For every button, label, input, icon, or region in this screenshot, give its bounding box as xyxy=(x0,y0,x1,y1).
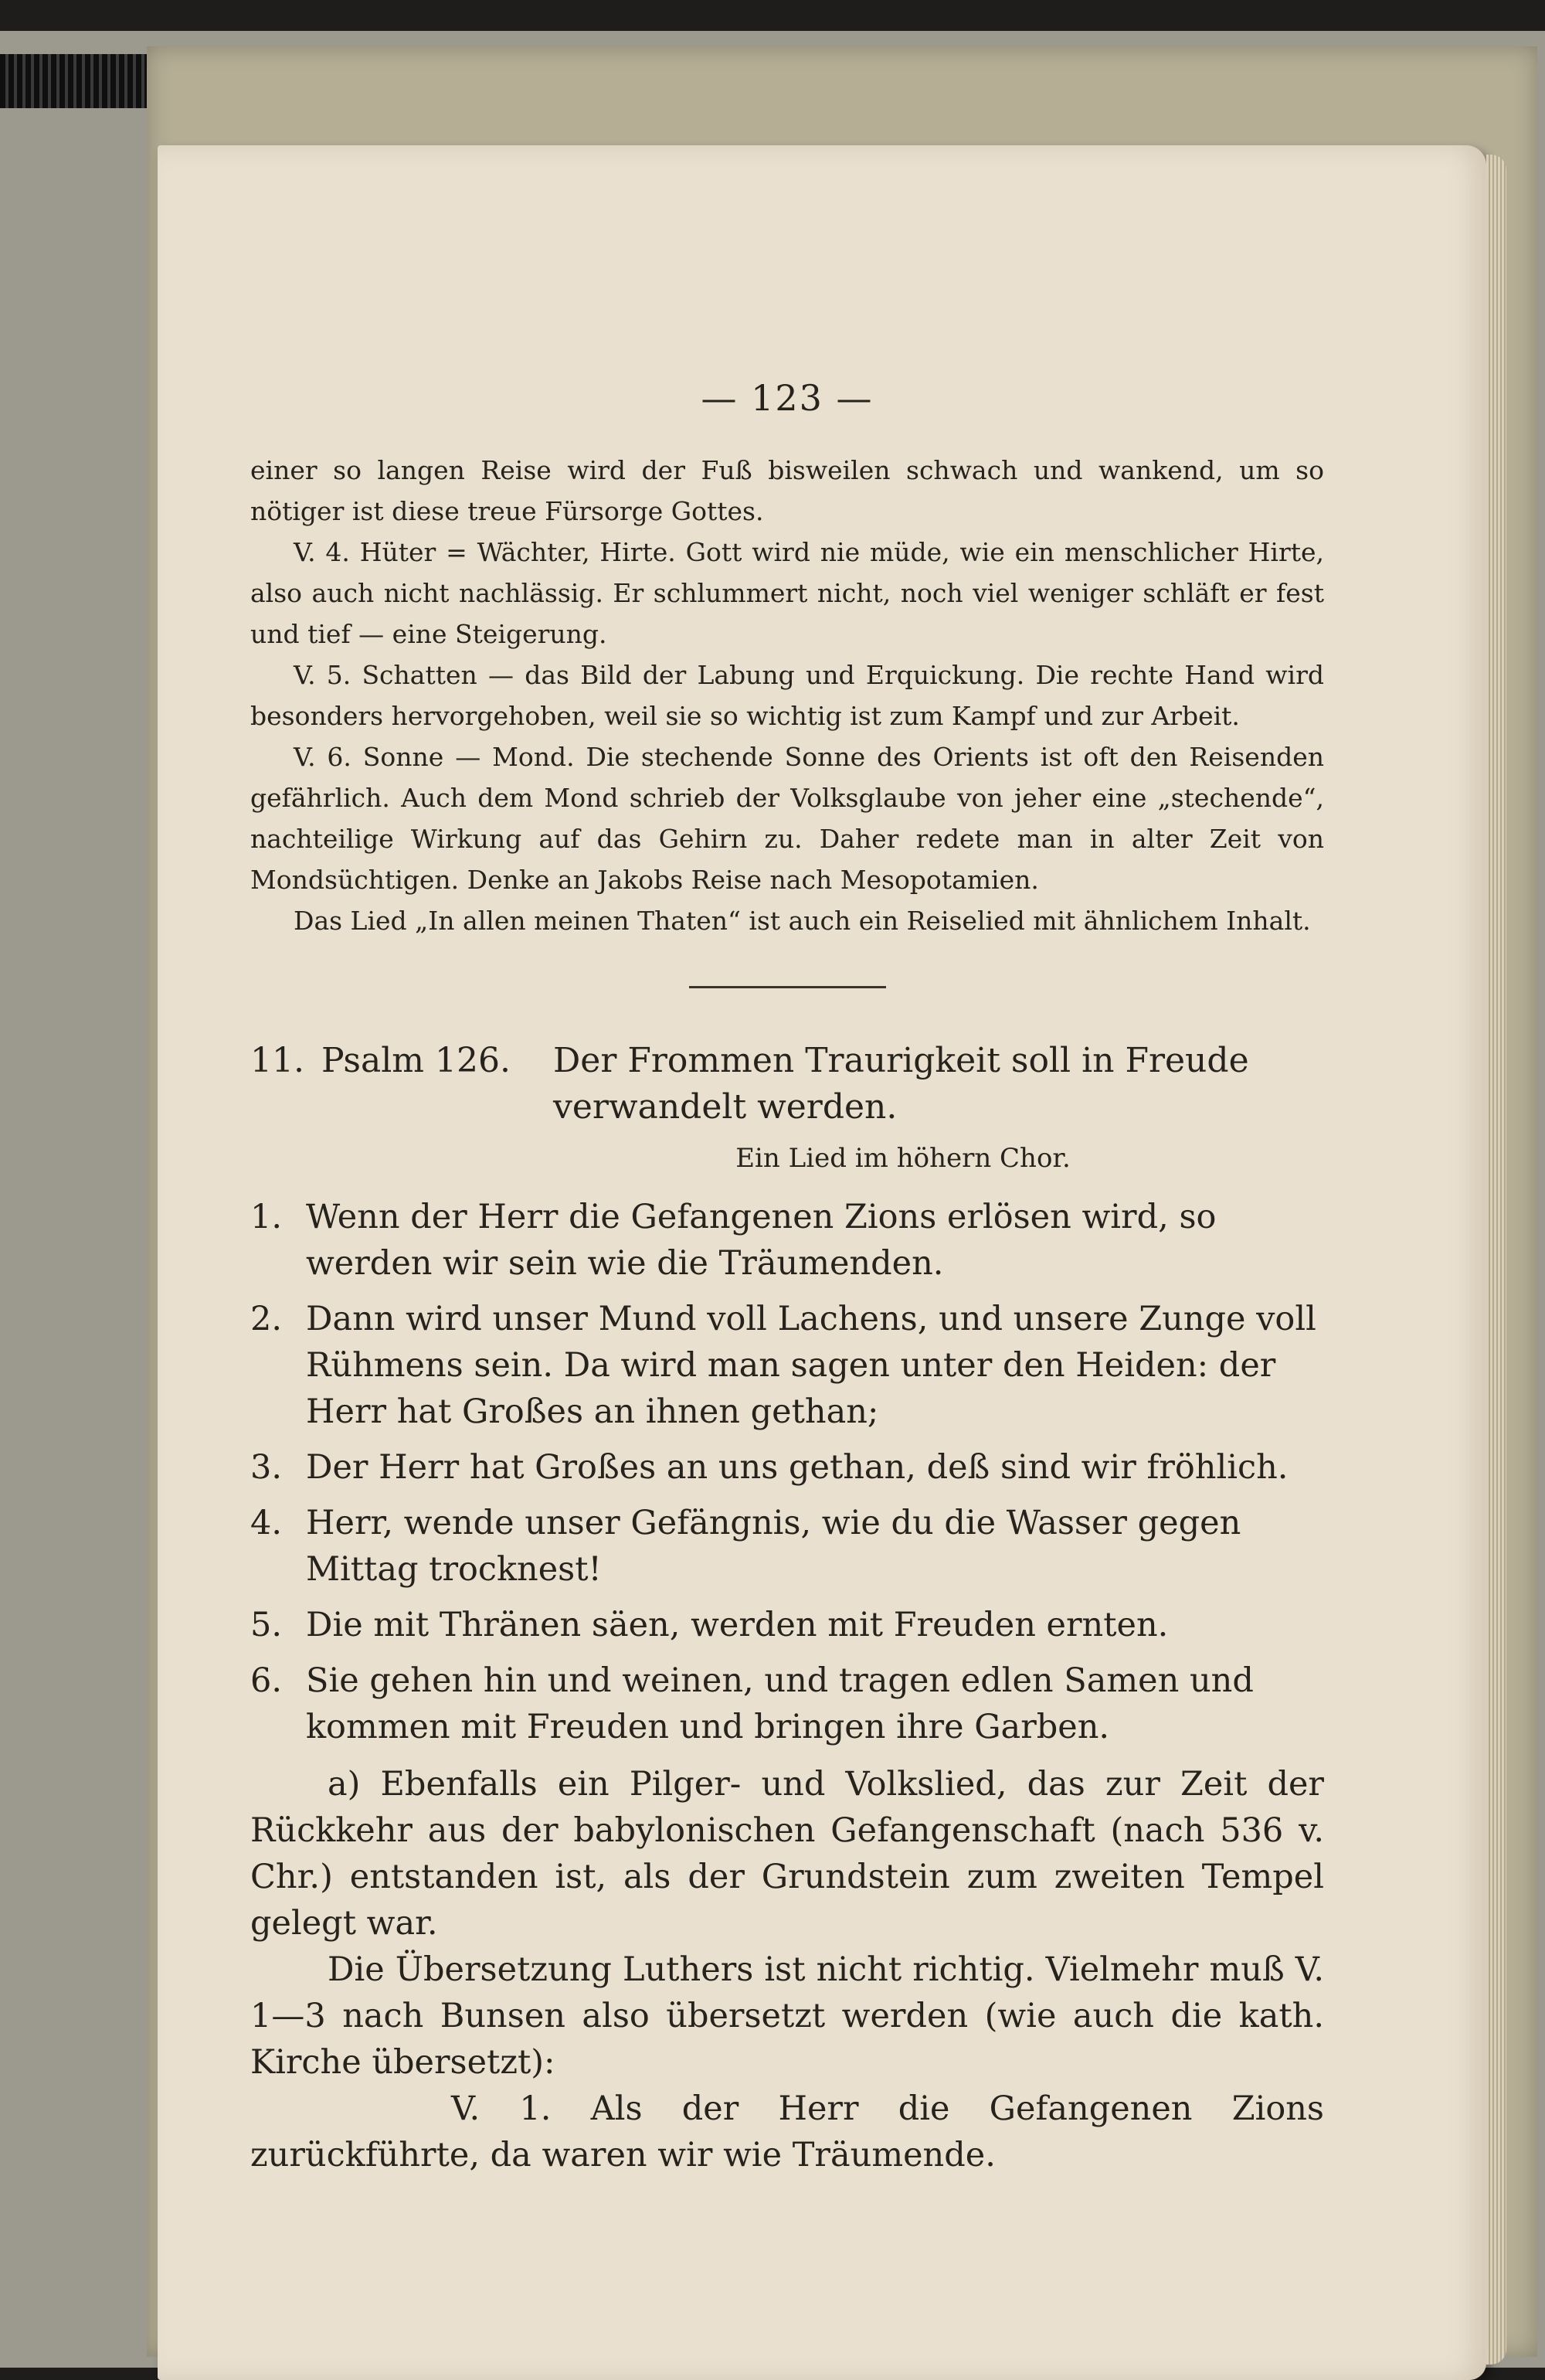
note-paragraph: Die Übersetzung Luthers ist nicht richtig. Vielmehr muß V. 1—3 nach Bunsen also übersetzt werden (wie auch die kath. Kirche übersetzt): xyxy=(250,1950,1324,2082)
verse xyxy=(250,1296,1324,1435)
verse-text: Herr, wende unser Gefängnis, wie du die Wasser gegen Mittag trocknest! xyxy=(306,1504,1241,1589)
book-cover-board xyxy=(147,46,1537,2357)
verse xyxy=(250,1500,1324,1593)
verse-number: 5. xyxy=(250,1606,283,1644)
commentary-paragraph: V. 6. Sonne — Mond. Die stechende Sonne des Orients ist oft den Reisenden gefährlich. Auch dem Mond schrieb der Volksglaube von jeher eine „stechende“, nachteilige Wirkung auf das Gehirn zu. Daher redete man in alter Zeit von Mondsüchtigen. Denke an Jakobs Reise nach Mesopotamien. xyxy=(250,742,1324,895)
verse-number: 1. xyxy=(250,1198,283,1236)
verse xyxy=(250,1602,1324,1648)
section-divider xyxy=(689,986,886,988)
psalm-subtitle: Ein Lied im höhern Chor. xyxy=(735,1143,1071,1174)
verse-text: Die mit Thränen säen, werden mit Freuden ernten. xyxy=(306,1606,1169,1644)
commentary-paragraph: V. 5. Schatten — das Bild der Labung und Erquickung. Die rechte Hand wird besonders hervorgehoben, weil sie so wichtig ist zum Kampf und zur Arbeit. xyxy=(250,660,1324,731)
verse-text: Wenn der Herr die Gefangenen Zions erlösen wird, so werden wir sein wie die Träumenden. xyxy=(306,1198,1217,1283)
verse xyxy=(250,1194,1324,1287)
commentary-paragraph: Das Lied „In allen meinen Thaten“ ist auch ein Reiselied mit ähnlichem Inhalt. xyxy=(294,906,1311,936)
book-spine xyxy=(0,54,151,108)
page-edge xyxy=(1486,155,1506,2365)
verse-number: 3. xyxy=(250,1448,283,1487)
note-paragraph: V. 1. Als der Herr die Gefangenen Zions zurückführte, da waren wir wie Träumende. xyxy=(250,2089,1324,2174)
verse-number: 2. xyxy=(250,1300,283,1338)
commentary-block xyxy=(250,450,1324,941)
verse xyxy=(250,1444,1324,1491)
psalm-heading xyxy=(250,1038,1324,1130)
notes-block xyxy=(250,1761,1324,2178)
verse-text: Dann wird unser Mund voll Lachens, und unsere Zunge voll Rühmens sein. Da wird man sagen unter den Heiden: der Herr hat Großes an ihnen gethan; xyxy=(306,1300,1316,1431)
verse-text: Der Herr hat Großes an uns gethan, deß sind wir fröhlich. xyxy=(306,1448,1289,1487)
commentary-paragraph: einer so langen Reise wird der Fuß bisweilen schwach und wankend, um so nötiger ist diese treue Fürsorge Gottes. xyxy=(250,455,1324,526)
commentary-paragraph: V. 4. Hüter = Wächter, Hirte. Gott wird nie müde, wie ein menschlicher Hirte, also auch nicht nachlässig. Er schlummert nicht, noch viel weniger schläft er fest und tief — eine Steigerung. xyxy=(250,537,1324,649)
verse-list xyxy=(250,1194,1324,1750)
psalm-title: Psalm 126. xyxy=(321,1041,511,1080)
book-page xyxy=(158,145,1486,2380)
psalm-heading-text: Der Frommen Traurigkeit soll in Freude verwandelt werden. xyxy=(553,1041,1249,1127)
verse-number: 6. xyxy=(250,1661,283,1700)
page-text xyxy=(250,377,1324,2178)
psalm-number: 11. xyxy=(250,1041,304,1080)
verse xyxy=(250,1658,1324,1750)
verse-text: Sie gehen hin und weinen, und tragen edlen Samen und kommen mit Freuden und bringen ihre Garben. xyxy=(306,1661,1254,1746)
verse-number: 4. xyxy=(250,1504,283,1542)
page-number: — 123 — xyxy=(701,377,874,419)
note-paragraph: a) Ebenfalls ein Pilger- und Volkslied, das zur Zeit der Rückkehr aus der babylonischen Gefangenschaft (nach 536 v. Chr.) entstanden ist, als der Grundstein zum zweiten Tempel gelegt war. xyxy=(250,1765,1324,1943)
